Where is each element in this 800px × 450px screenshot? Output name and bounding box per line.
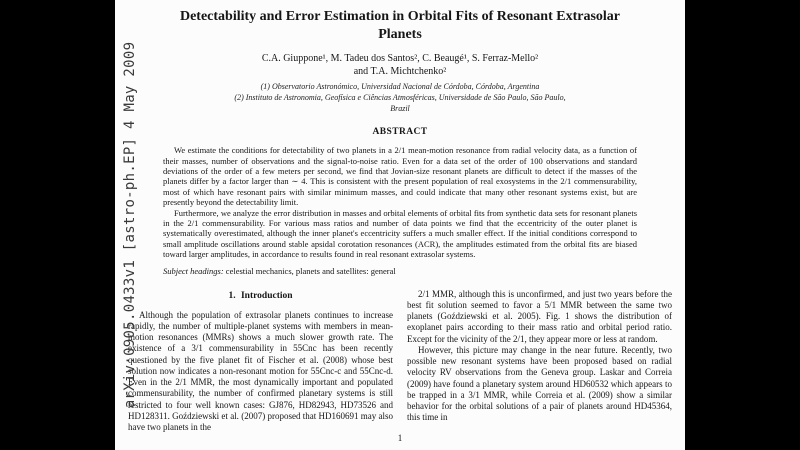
abstract-heading: ABSTRACT [372, 127, 428, 138]
page-number: 1 [397, 433, 403, 443]
affiliation-2-continued: Brazil [390, 103, 410, 113]
arxiv-stamp: arXiv:0905.0433v1 [astro-ph.EP] 4 May 2009 [122, 41, 138, 409]
abstract-paragraph-1: We estimate the conditions for detectability of two planets in a 2/1 mean-motion resonance from radial velocity data, as a function of their masses, number of observations and the signal-to-noise ratio. Even for a data set of the order of 100 observations and standard deviations of the order of a few meters per second, we find that Jovian-size resonant planets are difficult to detect if the masses of the planets differ by a factor larger than ∼ 4. This is consistent with the present population of real exosystems in the 2/1 commensurability, most of which have resonant pairs with similar minimum masses, and could indicate that many other resonant systems exist, but are presently beyond the detectability limit. [163, 145, 637, 208]
right-column-paragraph-1: 2/1 MMR, although this is unconfirmed, and just two years before the best fit solution seemed to favor a 5/1 MMR between the same two planets (Goździewski et al. 2005). Fig. 1 shows the distribution of exoplanet pairs according to their mass ratio and orbital period ratio. Except for the vicinity of the 2/1, they appear more or less at random. [407, 288, 672, 344]
affiliations [115, 82, 685, 114]
authors-line-2: and T.A. Michtchenko² [353, 66, 447, 77]
abstract-paragraph-2: Furthermore, we analyze the error distribution in masses and orbital elements of orbital fits from synthetic data sets for resonant planets in the 2/1 commensurability. For various mass ratios and number of data points we find that the eccentricity of the outer planet is systematically overestimated, although the inner planet's eccentricity suffers a much smaller effect. If the initial conditions correspond to small amplitude oscillations around stable apsidal corotation resonances (ACR), the amplitudes estimated from the orbital fits are biased toward larger amplitudes, in accordance to results found in real resonant extrasolar systems. [163, 207, 637, 259]
author-list [115, 52, 685, 78]
right-column-paragraph-2: However, this picture may change in the near future. Recently, two possible new resonant systems have been proposed based on radial velocity RV observations from the Geneva group. Laskar and Correia (2009) have found a planetary system around HD60532 which appears to be trapped in a 3/1 MMR, while Correia et al. (2009) show a similar behavior for the orbital solutions of a pair of planets around HD45364, this time in [407, 344, 672, 423]
subject-headings [163, 266, 637, 276]
introduction-paragraph: Although the population of extrasolar planets continues to increase rapidly, the number of multiple-planet systems with members in mean-motion resonances (MMRs) shows a much slower growth rate. The existence of a 3/1 commensurability in 55Cnc has been recently questioned by the five planet fit of Fischer et al. (2008) whose best solution now indicates a non-resonant motion for 55Cnc-c and 55Cnc-d. Even in the 2/1 MMR, the most dynamically important and populated commensurability, the number of confirmed planetary systems is still restricted to four well known cases: GJ876, HD82943, HD73526 and HD128311. Goździewski et al. (2007) proposed that HD160691 may also have two planets in the [128, 309, 393, 433]
left-column [128, 289, 393, 434]
paper-title: Detectability and Error Estimation in Orbital Fits of Resonant Extrasolar Planets [179, 9, 621, 42]
abstract-section [115, 145, 685, 259]
authors-line-1: C.A. Giuppone¹, M. Tadeu dos Santos², C. Beaugé¹, S. Ferraz-Mello² [261, 53, 539, 64]
two-column-body [115, 289, 685, 434]
right-column [407, 289, 672, 434]
affiliation-1: (1) Observatorio Astronómico, Universidad Nacional de Córdoba, Córdoba, Argentina [260, 82, 540, 91]
affiliation-2: (2) Instituto de Astronomia, Geofísica e Ciências Atmosféricas, Universidade de São Paulo, São Paulo, [234, 92, 566, 102]
paper-page [115, 0, 685, 450]
subject-headings-value: celestial mechanics, planets and satellites: general [225, 266, 396, 277]
subject-headings-label: Subject headings: [163, 266, 224, 277]
section-heading-introduction: 1. Introduction [228, 290, 293, 301]
